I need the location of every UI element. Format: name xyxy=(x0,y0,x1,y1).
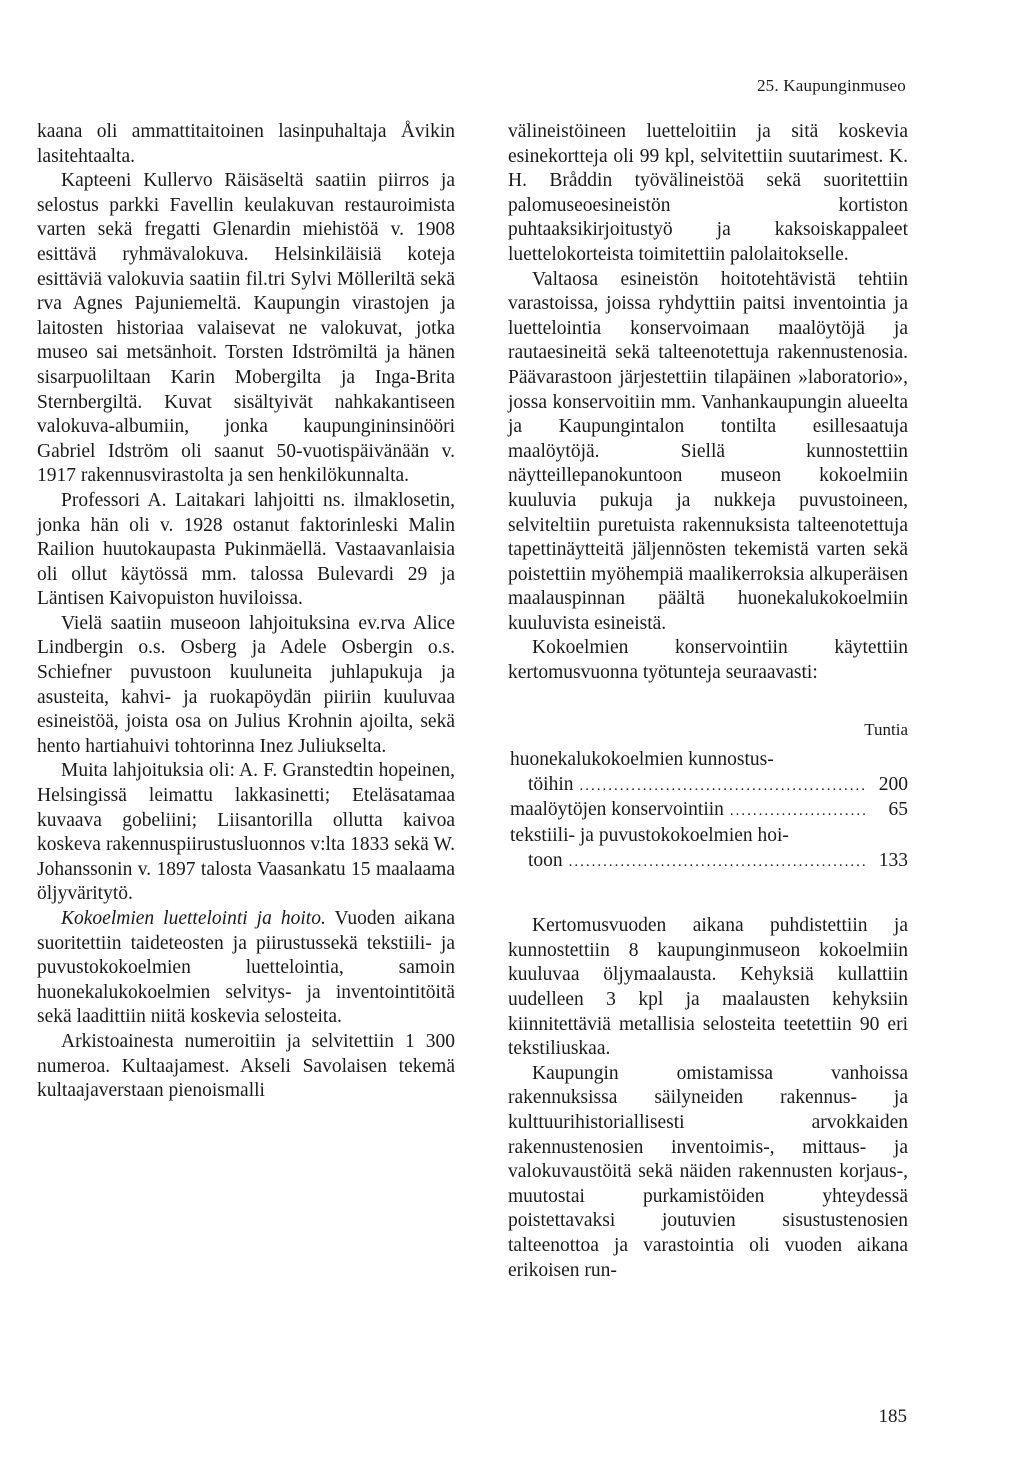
table-row xyxy=(508,849,908,875)
table-row xyxy=(508,798,908,824)
paragraph: Kapteeni Kullervo Räisäseltä saatiin piirros ja selostus parkki Favellin keulakuvan restauroimista varten sekä fregatti Glenardin miehistöä v. 1908 esittävä ryhmävalokuva. Helsinkiläisiä koteja esittäviä valokuvia saatiin fil.tri Sylvi Mölleriltä sekä rva Agnes Pajuniemeltä. Kaupungin virastojen ja laitosten historiaa valaisevat ne valokuvat, jotka museo sai metsänhoit. Torsten Idströmiltä ja hänen sisarpuoliltaan Karin Mobergilta ja Inga-Brita Sternbergiltä. Kuvat sisältyivät nahkakantiseen valokuva-albumiin, jonka kaupungininsinööri Gabriel Idström oli saanut 50-vuotispäivänään v. 1917 rakennusvirastolta ja sen henkilökunnalta. xyxy=(37,170,455,487)
page-number: 185 xyxy=(878,1406,907,1427)
table-row xyxy=(508,773,908,799)
row-label: toon xyxy=(528,849,563,871)
table-row xyxy=(508,748,908,773)
table-row xyxy=(508,824,908,849)
paragraph: Kokoelmien konservointiin käytettiin kertomusvuonna työtunteja seuraavasti: xyxy=(508,637,908,684)
paragraph xyxy=(37,907,455,1030)
paragraph: Valtaosa esineistön hoitotehtävistä tehtiin varastoissa, joissa ryhdyttiin paitsi inventointia ja luettelointia konservoimaan maalöytöjä ja rautaesineitä sekä talteenotettuja rakennustenosia. Päävarastoon järjestettiin tilapäinen »laboratorio», jossa konservoitiin mm. Vanhankaupungin alueelta ja Kaupungintalon tontilta esillesaatuja maalöytöjä. Siellä kunnostettiin näytteillepanokuntoon museon kokoelmiin kuuluvia pukuja ja nukkeja puvustoineen, selviteltiin puretuista rakennuksista talteenotettuja tapettinäytteitä jäljennösten tekemistä varten sekä poistettiin myöhempiä maalikerroksia alkuperäisen maalauspinnan päältä huonekalukokoelmiin kuuluvista esineistä. xyxy=(508,268,908,634)
row-value: 200 xyxy=(878,773,908,795)
leader-dots xyxy=(580,774,866,799)
paragraph: kaana oli ammattitaitoinen lasinpuhaltaja Åvikin lasitehtaalta. xyxy=(37,121,455,167)
section-heading: Kokoelmien luettelointi ja hoito. xyxy=(61,908,326,929)
row-label: maalöytöjen konservointiin xyxy=(510,799,724,821)
table-unit-label: Tuntia xyxy=(864,719,908,739)
leader-dots xyxy=(569,850,866,875)
paragraph: Arkistoainesta numeroitiin ja selvitettiin 1 300 numeroa. Kultaajamest. Akseli Savolaisen tekemä kultaajaverstaan pienoismalli xyxy=(37,1030,455,1102)
row-label: tekstiili- ja puvustokokoelmien hoi- xyxy=(510,825,789,847)
row-value: 65 xyxy=(888,799,908,821)
paragraph: välineistöineen luetteloitiin ja sitä koskevia esinekortteja oli 99 kpl, selvitettiin suutarimest. K. H. Bråddin työvälineistöä sekä suoritettiin palomuseoesineistön kortiston puhtaaksikirjoitustyö ja kaksoiskappaleet luettelokorteista toimitettiin palolaitokselle. xyxy=(508,121,908,265)
paragraph: Kertomusvuoden aikana puhdistettiin ja kunnostettiin 8 kaupunginmuseon kokoelmiin kuuluvaa öljymaalausta. Kehyksiä kullattiin uudelleen 3 kpl ja maalausten kehyksiin kiinnitettäviä metallisia selosteita teetettiin 90 eri tekstiliuskaa. xyxy=(508,915,908,1060)
row-label: töihin xyxy=(528,773,574,795)
paragraph-text: Vuoden aikana suoritettiin taideteosten ja piirustussekä tekstiili- ja puvustokokoelmien luettelointia, samoin huonekalukokoelmien selvitys- ja inventointitöitä sekä laadittiin niitä koskevia selosteita. xyxy=(37,908,455,1028)
left-column xyxy=(37,120,455,1104)
row-value: 133 xyxy=(878,849,908,871)
paragraph: Professori A. Laitakari lahjoitti ns. ilmaklosetin, jonka hän oli v. 1928 ostanut faktorinleski Malin Railion huutokaupasta Pukinmäellä. Vastaavanlaisia oli ollut käytössä mm. talossa Bulevardi 29 ja Läntisen Kaivopuiston huviloissa. xyxy=(37,489,455,610)
running-head: 25. Kaupunginmuseo xyxy=(756,76,906,95)
right-column xyxy=(508,120,908,1283)
paragraph: Kaupungin omistamissa vanhoissa rakennuksissa säilyneiden rakennus- ja kulttuurihistoriallisesti arvokkaiden rakennustenosien inventoimis-, mittaus- ja valokuvaustöitä sekä näiden rakennusten korjaus-, muutostai purkamistöiden yhteydessä poistettavaksi joutuvien sisustustenosien talteenottoa ja varastointia oli vuoden aikana erikoisen run- xyxy=(508,1062,908,1281)
paragraph: Vielä saatiin museoon lahjoituksina ev.rva Alice Lindbergin o.s. Osberg ja Adele Osbergin o.s. Schiefner puvustoon kuuluneita juhlapukuja ja asusteita, kahvi- ja ruokapöydän piiriin kuuluvaa esineistöä, joista osa on Julius Krohnin ajoilta, sekä hento hartiahuivi tohtorinna Inez Juliukselta. xyxy=(37,612,455,757)
paragraph: Muita lahjoituksia oli: A. F. Granstedtin hopeinen, Helsingissä leimattu lakkasinetti; Eteläsatamaa kuvaava gobeliini; Liisantorilla ollutta kaivoa koskeva rakennuspiirustusluonnos v:lta 1833 sekä W. Johanssonin v. 1897 talosta Vaasankatu 15 maalaama öljyväritytö. xyxy=(37,760,455,905)
work-hours-table xyxy=(508,718,908,875)
leader-dots xyxy=(730,799,866,824)
row-label: huonekalukokoelmien kunnostus- xyxy=(510,749,774,771)
